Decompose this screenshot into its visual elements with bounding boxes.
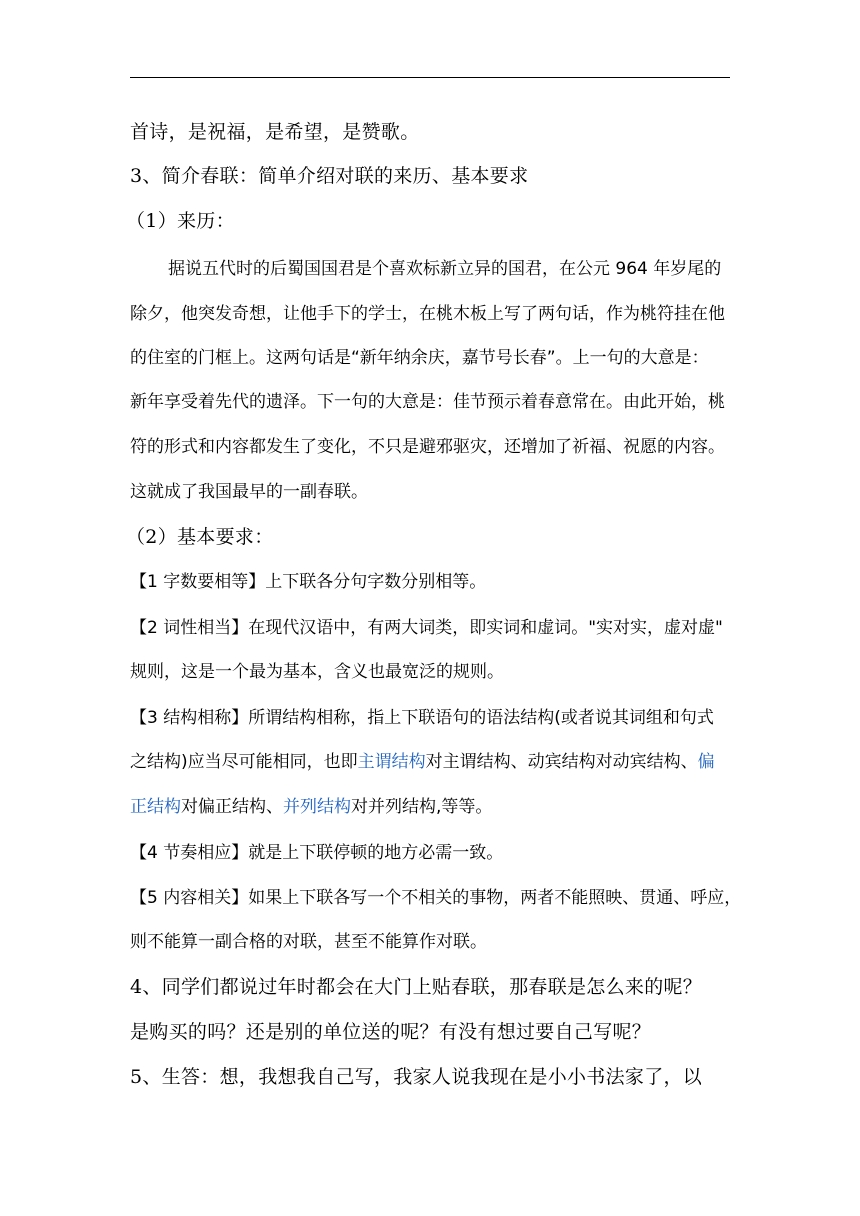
section-heading: 4、同学们都说过年时都会在大门上贴春联，那春联是怎么来的呢？ [130,976,703,998]
link-modifier-structure-end[interactable]: 正结构 [130,797,181,817]
rule-item: 【1 字数要相等】上下联各分句字数分别相等。 [130,572,487,592]
subsection-heading: （1）来历： [126,210,235,232]
paragraph-line: 除夕，他突发奇想，让他手下的学士，在桃木板上写了两句话，作为桃符挂在他 [130,304,725,324]
rule-item: 【2 词性相当】在现代汉语中，有两大词类，即实词和虚词。"实对实，虚对虚" [130,618,723,638]
section-heading: 5、生答：想，我想我自己写，我家人说我现在是小小书法家了，以 [130,1066,703,1088]
paragraph-line: 据说五代时的后蜀国国君是个喜欢标新立异的国君，在公元 964 年岁尾的 [168,259,722,279]
header-rule [130,77,730,78]
paragraph-line: 的住室的门框上。这两句话是“新年纳余庆，嘉节号长春”。上一句的大意是： [130,348,709,368]
text-span: 对主谓结构、动宾结构对动宾结构、 [425,752,698,772]
paragraph-line: 这就成了我国最早的一副春联。 [130,482,368,502]
rule-item-continuation: 规则，这是一个最为基本，含义也最宽泛的规则。 [130,662,504,682]
link-modifier-structure-start[interactable]: 偏 [697,752,715,772]
link-subject-predicate-structure[interactable]: 主谓结构 [357,752,426,772]
text-line: 是购买的吗？还是别的单位送的呢？有没有想过要自己写呢？ [130,1021,652,1043]
section-heading: 3、简介春联：简单介绍对联的来历、基本要求 [130,165,529,187]
text-span: 对并列结构,等等。 [351,797,493,817]
link-coordinate-structure[interactable]: 并列结构 [283,797,351,817]
subsection-heading: （2）基本要求： [126,526,274,548]
rule-item: 【3 结构相称】所谓结构相称，指上下联语句的语法结构(或者说其词组和句式 [130,708,714,728]
rule-item-continuation [130,792,492,817]
rule-item-continuation: 则不能算一副合格的对联，甚至不能算作对联。 [130,932,487,952]
text-span: 对偏正结构、 [181,797,283,817]
paragraph-line: 符的形式和内容都发生了变化，不只是避邪驱灾，还增加了祈福、祝愿的内容。 [130,437,725,457]
rule-item: 【5 内容相关】如果上下联各写一个不相关的事物，两者不能照映、贯通、呼应， [130,888,742,908]
rule-item-continuation [130,747,715,772]
text-line: 首诗，是祝福，是希望，是赞歌。 [130,121,420,143]
rule-item: 【4 节奏相应】就是上下联停顿的地方必需一致。 [130,843,504,863]
paragraph-line: 新年享受着先代的遗泽。下一句的大意是：佳节预示着春意常在。由此开始，桃 [130,392,725,412]
text-span: 之结构)应当尽可能相同，也即 [130,752,358,772]
